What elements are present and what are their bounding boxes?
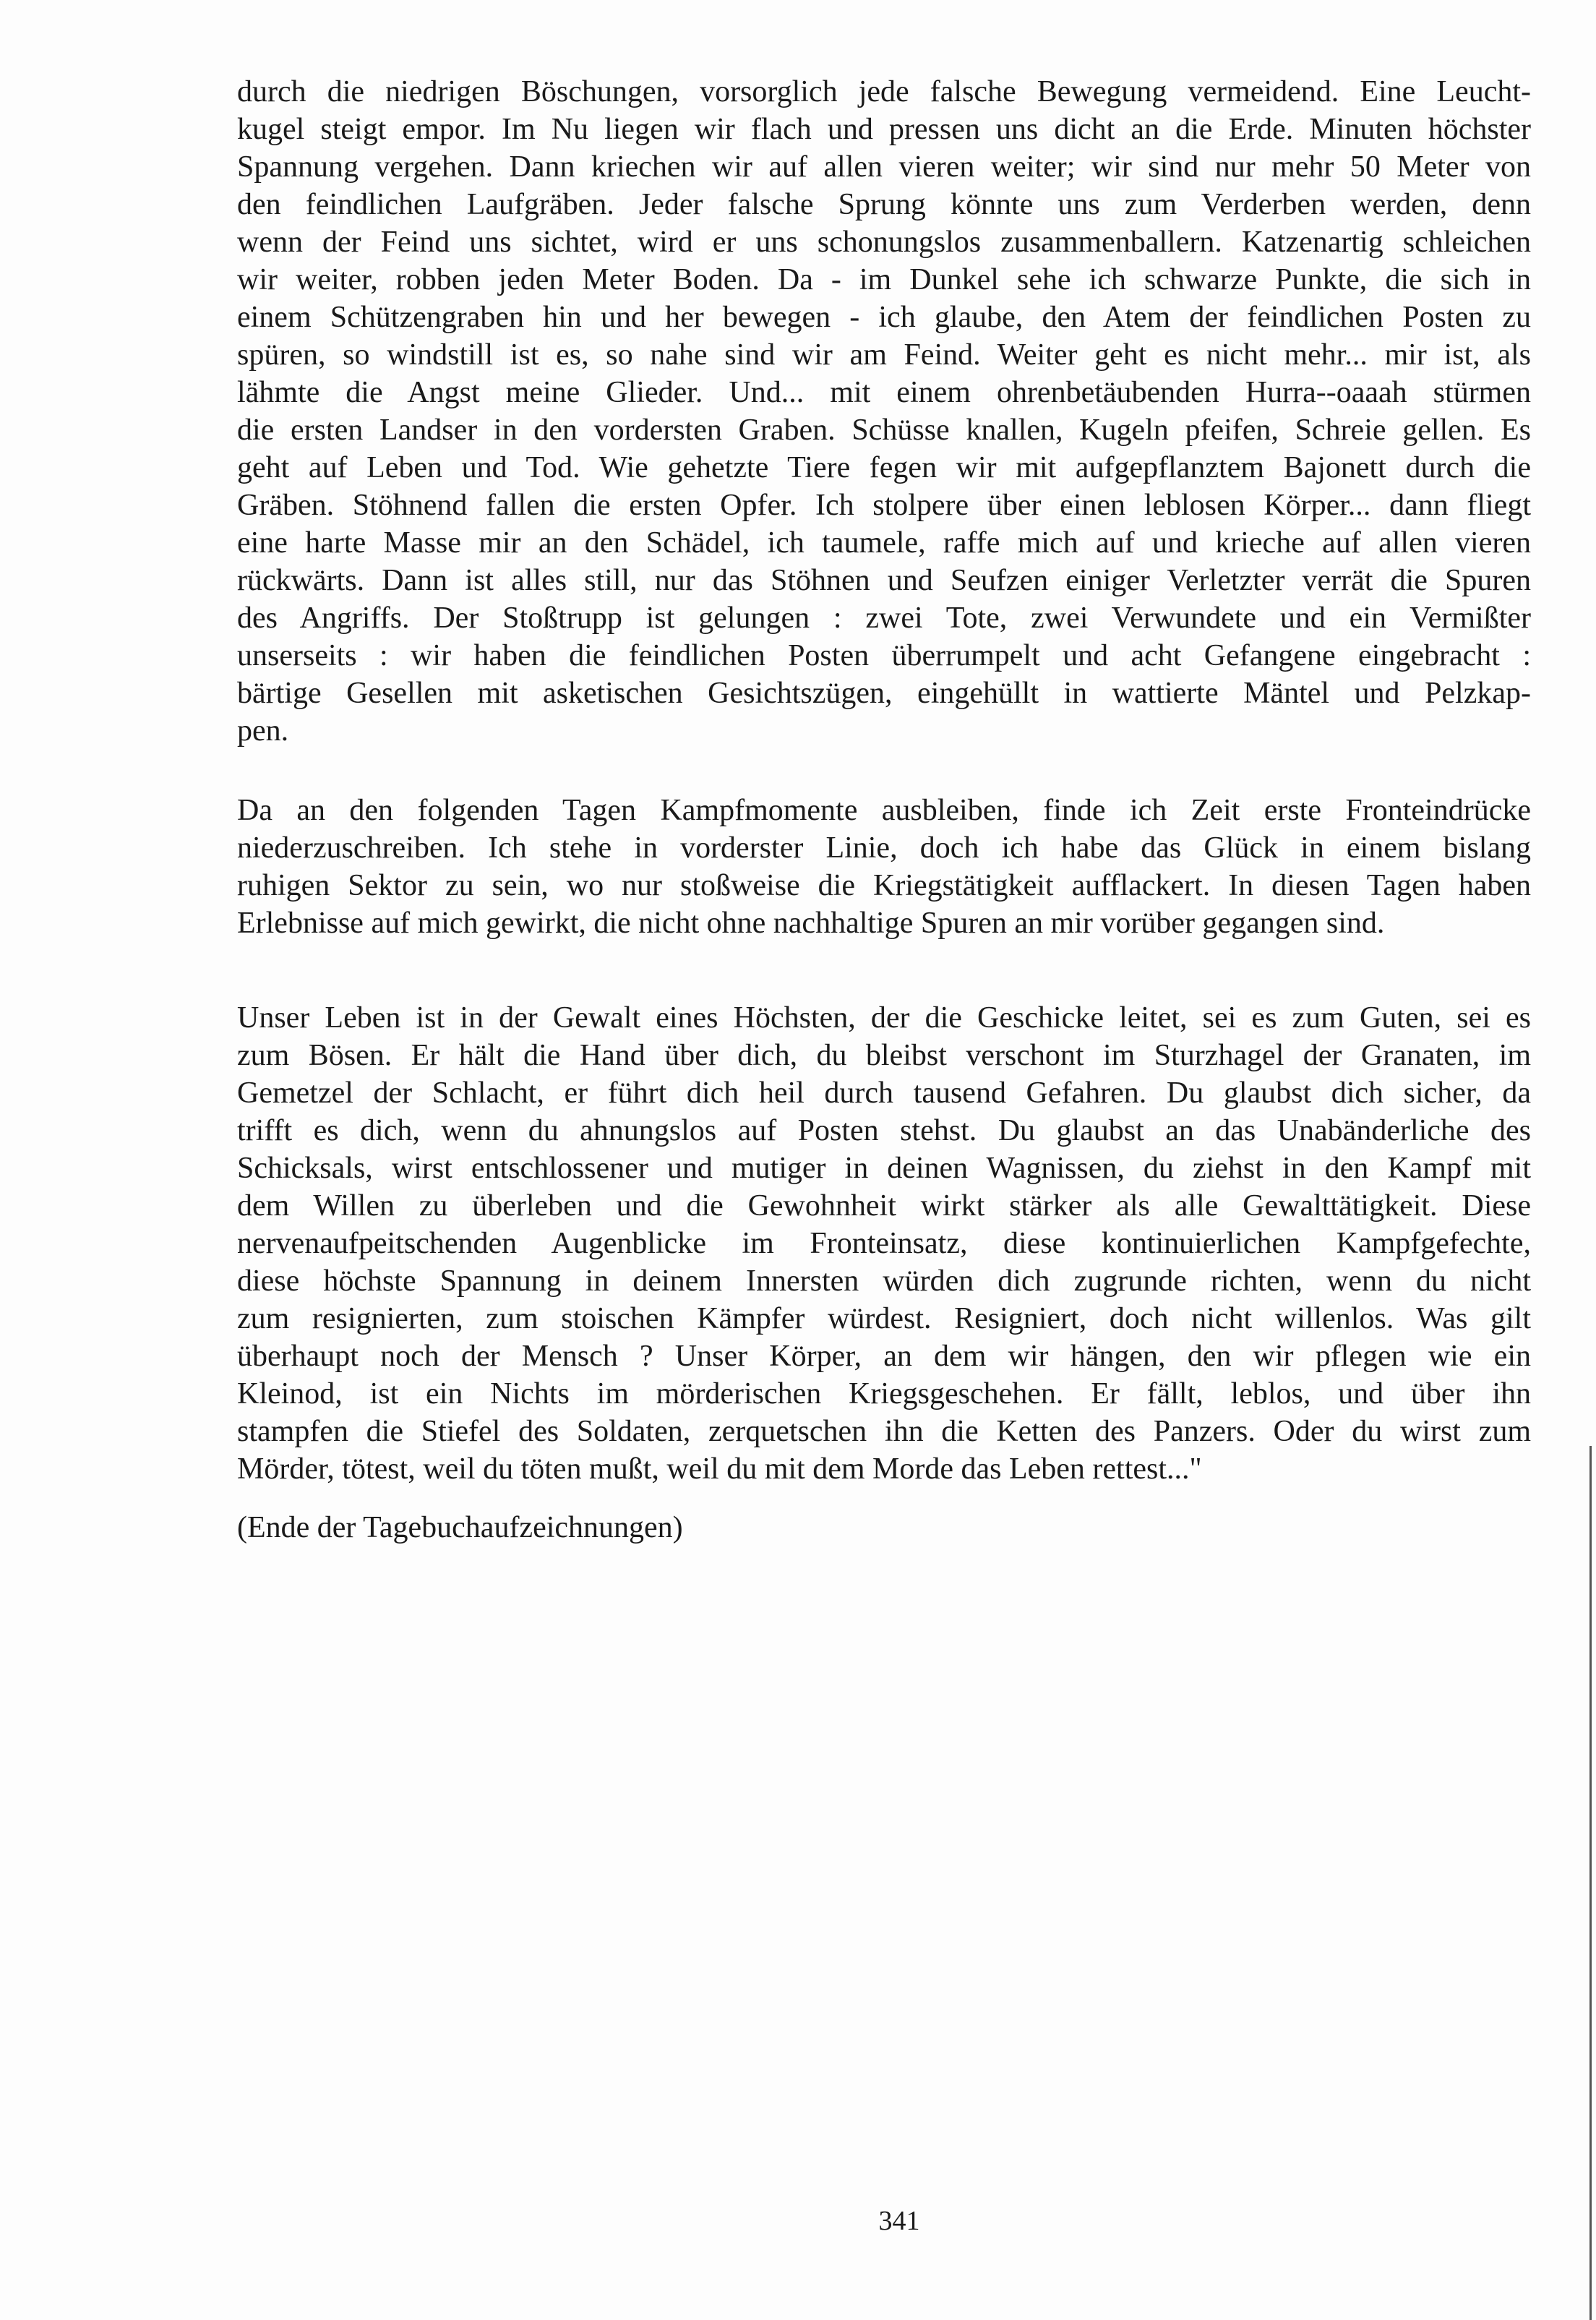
text-line: trifft es dich, wenn du ahnungslos auf Posten stehst. Du glaubst an das Unabänderliche des — [237, 1114, 1531, 1147]
text-line: pen. — [237, 714, 289, 748]
text-line: dem Willen zu überleben und die Gewohnheit wirkt stärker als alle Gewalttätigkeit. Diese — [237, 1189, 1531, 1223]
paragraph-3 — [237, 999, 1531, 1488]
text-line: wir weiter, robben jeden Meter Boden. Da - im Dunkel sehe ich schwarze Punkte, die sich in — [237, 263, 1531, 296]
text-line: unserseits : wir haben die feindlichen Posten überrumpelt und acht Gefangene eingebracht : — [237, 639, 1531, 672]
text-line: Da an den folgenden Tagen Kampfmomente ausbleiben, finde ich Zeit erste Fronteindrücke — [237, 794, 1531, 827]
paragraph-1 — [237, 73, 1531, 750]
scan-edge-shadow — [1589, 1446, 1592, 2320]
text-line: Erlebnisse auf mich gewirkt, die nicht ohne nachhaltige Spuren an mir vorüber gegangen sind. — [237, 907, 1385, 940]
text-line: eine harte Masse mir an den Schädel, ich taumele, raffe mich auf und krieche auf allen vieren — [237, 526, 1531, 560]
text-line: niederzuschreiben. Ich stehe in vorderster Linie, doch ich habe das Glück in einem bislang — [237, 831, 1531, 865]
text-line: zum resignierten, zum stoischen Kämpfer würdest. Resigniert, doch nicht willenlos. Was gilt — [237, 1302, 1531, 1335]
text-line: einem Schützengraben hin und her bewegen - ich glaube, den Atem der feindlichen Posten zu — [237, 301, 1531, 334]
text-line: nervenaufpeitschenden Augenblicke im Fronteinsatz, diese kontinuierlichen Kampfgefechte, — [237, 1227, 1531, 1260]
text-line: Gräben. Stöhnend fallen die ersten Opfer. Ich stolpere über einen leblosen Körper... dann fliegt — [237, 489, 1531, 522]
text-line: stampfen die Stiefel des Soldaten, zerquetschen ihn die Ketten des Panzers. Oder du wirst zum — [237, 1415, 1531, 1448]
text-line: spüren, so windstill ist es, so nahe sind wir am Feind. Weiter geht es nicht mehr... mir ist, als — [237, 338, 1531, 372]
text-line: zum Bösen. Er hält die Hand über dich, du bleibst verschont im Sturzhagel der Granaten, im — [237, 1039, 1531, 1072]
page-number: 341 — [878, 2206, 920, 2236]
text-line: durch die niedrigen Böschungen, vorsorglich jede falsche Bewegung vermeidend. Eine Leucht- — [237, 75, 1531, 108]
text-line: lähmte die Angst meine Glieder. Und... mit einem ohrenbetäubenden Hurra--oaaah stürmen — [237, 376, 1531, 409]
text-line: bärtige Gesellen mit asketischen Gesichtszügen, eingehüllt in wattierte Mäntel und Pelzkap- — [237, 677, 1531, 710]
closing-note — [237, 1509, 1531, 1546]
text-line: des Angriffs. Der Stoßtrupp ist gelungen : zwei Tote, zwei Verwundete und ein Vermißter — [237, 602, 1531, 635]
text-line: den feindlichen Laufgräben. Jeder falsche Sprung könnte uns zum Verderben werden, denn — [237, 188, 1531, 221]
text-line: rückwärts. Dann ist alles still, nur das Stöhnen und Seufzen einiger Verletzter verrät die Spuren — [237, 564, 1531, 597]
text-line: Unser Leben ist in der Gewalt eines Höchsten, der die Geschicke leitet, sei es zum Guten, sei es — [237, 1001, 1531, 1035]
text-line: Spannung vergehen. Dann kriechen wir auf allen vieren weiter; wir sind nur mehr 50 Meter von — [237, 150, 1531, 184]
text-line: diese höchste Spannung in deinem Innersten würden dich zugrunde richten, wenn du nicht — [237, 1264, 1531, 1298]
text-line: die ersten Landser in den vordersten Graben. Schüsse knallen, Kugeln pfeifen, Schreie gellen. Es — [237, 414, 1531, 447]
text-line: Mörder, tötest, weil du töten mußt, weil du mit dem Morde das Leben rettest..." — [237, 1452, 1202, 1486]
text-line: Gemetzel der Schlacht, er führt dich heil durch tausend Gefahren. Du glaubst dich sicher, da — [237, 1076, 1531, 1110]
text-line: überhaupt noch der Mensch ? Unser Körper, an dem wir hängen, den wir pflegen wie ein — [237, 1340, 1531, 1373]
text-line: wenn der Feind uns sichtet, wird er uns schonungslos zusammenballern. Katzenartig schleichen — [237, 226, 1531, 259]
text-line: geht auf Leben und Tod. Wie gehetzte Tiere fegen wir mit aufgepflanztem Bajonett durch die — [237, 451, 1531, 484]
text-line: kugel steigt empor. Im Nu liegen wir flach und pressen uns dicht an die Erde. Minuten höchster — [237, 113, 1531, 146]
text-line: Kleinod, ist ein Nichts im mörderischen Kriegsgeschehen. Er fällt, leblos, und über ihn — [237, 1377, 1531, 1411]
text-line: (Ende der Tagebuchaufzeichnungen) — [237, 1511, 683, 1544]
text-line: Schicksals, wirst entschlossener und mutiger in deinen Wagnissen, du ziehst in den Kampf mit — [237, 1152, 1531, 1185]
paragraph-2 — [237, 792, 1531, 942]
text-line: ruhigen Sektor zu sein, wo nur stoßweise die Kriegstätigkeit aufflackert. In diesen Tagen haben — [237, 869, 1531, 902]
